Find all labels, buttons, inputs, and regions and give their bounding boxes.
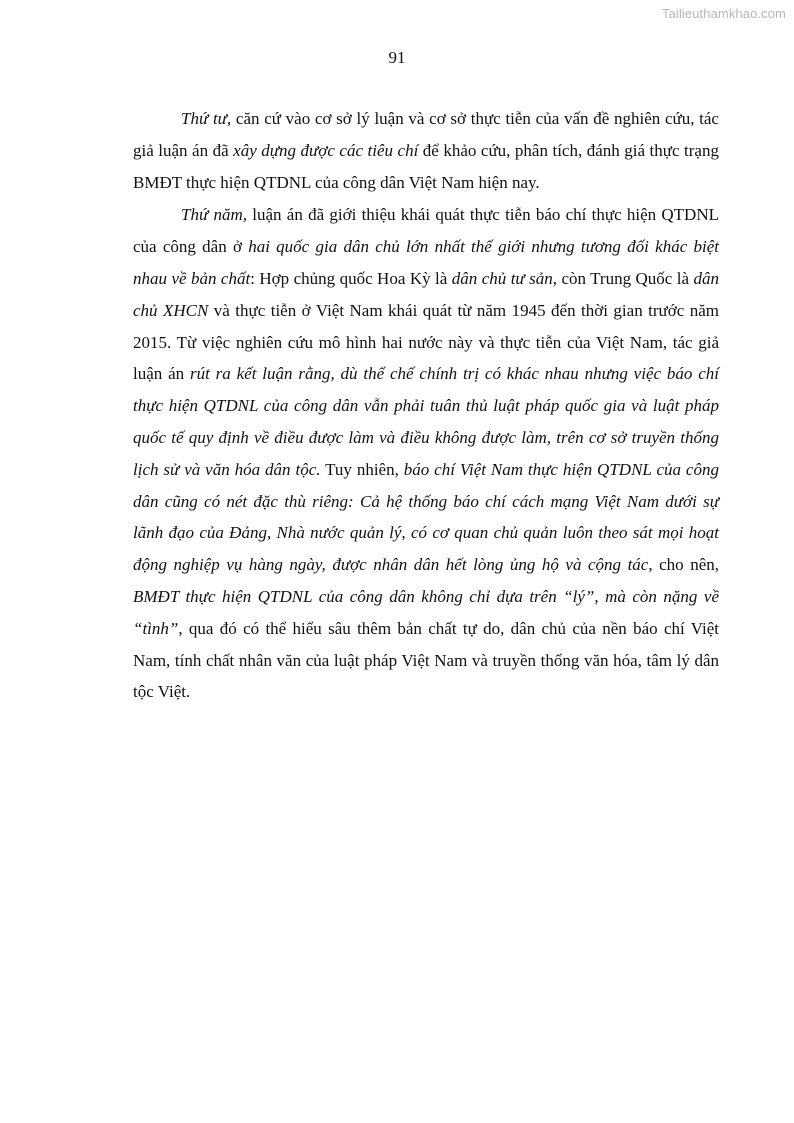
- text-run: dân chủ tư sản: [451, 268, 553, 288]
- text-run: , cho nên,: [648, 555, 719, 575]
- text-run: báo chí Việt Nam thực hiện QTDNL của công dân cũng có nét đặc thù riêng: Cả hệ thống báo chí cách mạng Việt Nam dưới sự lãnh đạo của Đảng, Nhà nước quản lý, có cơ quan chủ quản luôn theo sát mọi hoạt động nghiệp vụ hàng ngày, được nhân dân hết lòng ủng hộ và cộng tác: [133, 459, 719, 575]
- text-run: Thứ tư,: [181, 109, 232, 128]
- text-run: để khảo cứu, phân tích, đánh giá thực trạng BMĐT thực hiện QTDNL của công dân Việt Nam hiện nay.: [133, 140, 719, 192]
- text-run: dân chủ XHCN: [133, 268, 720, 320]
- text-run: hai quốc gia dân chủ lớn nhất thế giới nhưng tương đối khác biệt nhau về bản chất: [133, 237, 720, 288]
- text-run: xây dựng được các tiêu chí: [233, 140, 419, 160]
- page-number: 91: [388, 48, 406, 67]
- text-run: rút ra kết luận rằng, dù thể chế chính trị có khác nhau nhưng việc báo chí thực hiện QTDNL của công dân vẫn phải tuân thủ luật pháp quốc gia và luật pháp quốc tế quy định về điều được làm và điều không được làm, trên cơ sở truyền thống lịch sử và văn hóa dân tộc.: [133, 364, 719, 479]
- paragraph-1: [133, 103, 719, 198]
- paragraph-2: [133, 199, 719, 708]
- text-run: : Hợp chủng quốc Hoa Kỳ là: [250, 268, 452, 288]
- text-run: Thứ năm,: [181, 205, 248, 225]
- text-run: Tuy nhiên,: [320, 459, 404, 479]
- text-run: căn cứ vào cơ sở lý luận và cơ sở thực tiễn của vấn đề nghiên cứu, tác giả luận án đã: [133, 109, 719, 160]
- text-run: và thực tiễn ở Việt Nam khái quát từ năm 1945 đến thời gian trước năm 2015. Từ việc nghiên cứu mô hình hai nước này và thực tiễn của Việt Nam, tác giả luận án: [133, 300, 719, 384]
- watermark: Tailieuthamkhao.com: [661, 6, 786, 21]
- text-run: luận án đã giới thiệu khái quát thực tiễn báo chí thực hiện QTDNL của công dân ở: [133, 205, 719, 257]
- text-run: , qua đó có thể hiểu sâu thêm bản chất tự do, dân chủ của nền báo chí Việt Nam, tính chất nhân văn của luật pháp Việt Nam và truyền thống văn hóa, tâm lý dân tộc Việt.: [133, 618, 719, 702]
- page-body: [133, 103, 719, 709]
- text-run: BMĐT thực hiện QTDNL của công dân không chỉ dựa trên “lý”, mà còn nặng về “tình”: [133, 586, 719, 638]
- text-run: , còn Trung Quốc là: [552, 268, 694, 288]
